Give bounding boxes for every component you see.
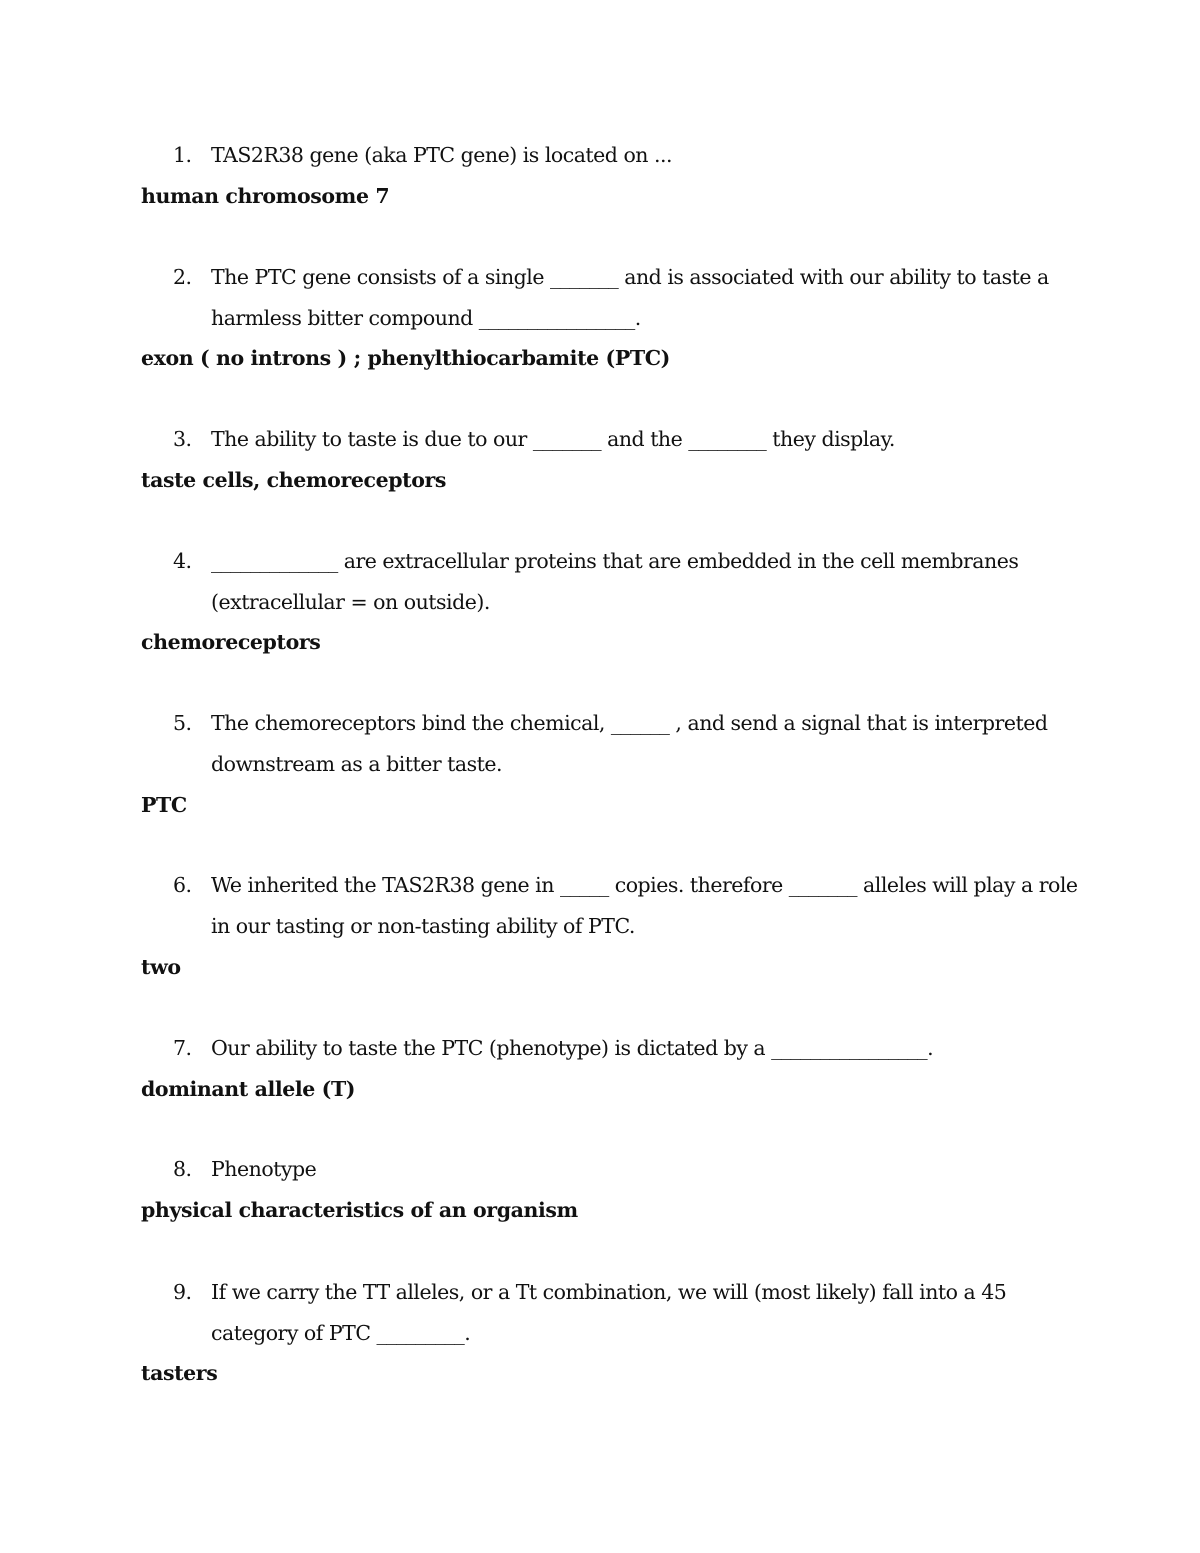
question-number: 9. [173, 1280, 192, 1304]
question-line: downstream as a bitter taste. [211, 752, 503, 776]
question-line: Phenotype [211, 1157, 317, 1181]
question-line: Our ability to taste the PTC (phenotype) is dictated by a ________________. [211, 1036, 934, 1060]
question-number: 5. [173, 711, 192, 735]
answer-2: exon ( no introns ) ; phenylthiocarbamite (PTC) [141, 346, 670, 370]
question-line: harmless bitter compound ________________. [211, 306, 641, 330]
question-number: 8. [173, 1157, 192, 1181]
question-text [211, 1272, 1071, 1354]
question-number: 2. [173, 265, 192, 289]
question-text [211, 703, 1071, 785]
question-number: 4. [173, 549, 192, 573]
question-text [211, 865, 1078, 947]
question-line: _____________ are extracellular proteins that are embedded in the cell membranes [211, 549, 1019, 573]
answer-1: human chromosome 7 [141, 184, 390, 208]
question-text [211, 541, 1071, 623]
question-number: 3. [173, 427, 192, 451]
answer-3: taste cells, chemoreceptors [141, 468, 447, 492]
question-line: The chemoreceptors bind the chemical, ______ , and send a signal that is interpreted [211, 711, 1048, 735]
question-text [211, 419, 1071, 460]
answer-6: two [141, 955, 181, 979]
question-line: (extracellular = on outside). [211, 590, 490, 614]
question-line: category of PTC _________. [211, 1321, 471, 1345]
question-text [211, 1028, 1071, 1069]
answer-5: PTC [141, 793, 187, 817]
answer-8: physical characteristics of an organism [141, 1198, 578, 1222]
question-number: 1. [173, 143, 192, 167]
question-text [211, 1149, 1071, 1190]
question-line: TAS2R38 gene (aka PTC gene) is located on ... [211, 143, 673, 167]
question-line: We inherited the TAS2R38 gene in _____ copies. therefore _______ alleles will play a role [211, 873, 1078, 897]
question-number: 6. [173, 873, 192, 897]
question-line: If we carry the TT alleles, or a Tt combination, we will (most likely) fall into a 45 [211, 1280, 1007, 1304]
answer-4: chemoreceptors [141, 630, 321, 654]
question-line: The PTC gene consists of a single _______ and is associated with our ability to taste a [211, 265, 1049, 289]
question-line: The ability to taste is due to our _______ and the ________ they display. [211, 427, 895, 451]
question-text [211, 257, 1071, 339]
question-text [211, 135, 1071, 176]
answer-7: dominant allele (T) [141, 1077, 356, 1101]
question-line: in our tasting or non-tasting ability of PTC. [211, 914, 635, 938]
answer-9: tasters [141, 1361, 218, 1385]
question-number: 7. [173, 1036, 192, 1060]
